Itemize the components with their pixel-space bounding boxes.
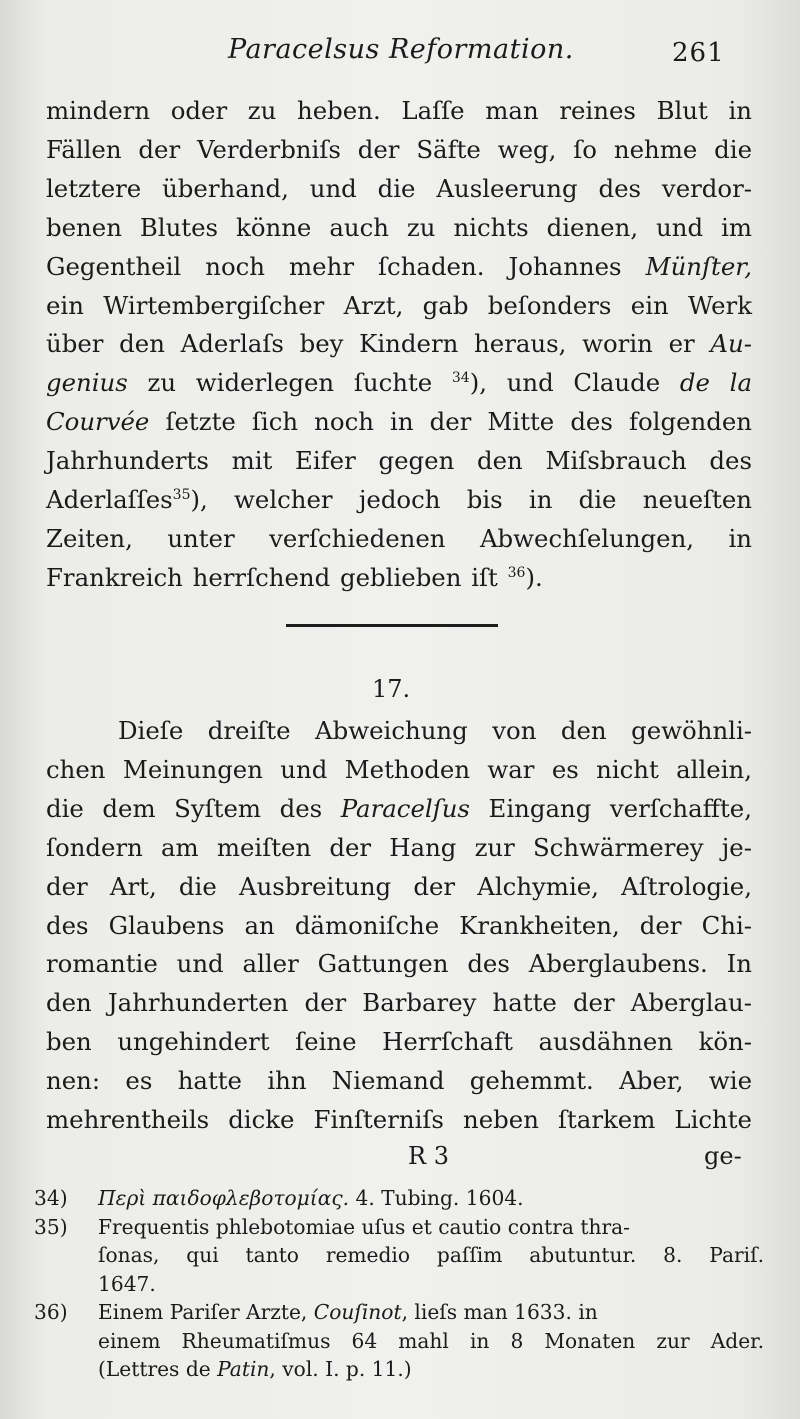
- footnote-35: [34, 1213, 764, 1242]
- footnotes: [34, 1184, 764, 1384]
- person-name: de la: [679, 368, 752, 398]
- footnote-ref: 35: [172, 486, 191, 503]
- text-line: [46, 559, 752, 598]
- text-line: [46, 364, 752, 403]
- person-name: genius: [46, 368, 128, 398]
- footnote-ref: 36: [507, 564, 526, 581]
- text-segment: Frankreich herrſchend geblieben iſt: [46, 562, 498, 592]
- text-line: des Glaubens an dämoniſche Krankheiten, der Chi-: [46, 910, 752, 940]
- footnote-text: 4. Tubing. 1604.: [349, 1186, 524, 1210]
- person-name: Paracelſus: [340, 793, 470, 823]
- person-name: Couſinot: [313, 1300, 402, 1324]
- text-line: [46, 325, 752, 364]
- text-line: mindern oder zu heben. Laſſe man reines Blut in: [46, 96, 752, 125]
- text-segment: zu widerlegen ſuchte: [127, 368, 452, 398]
- text-line: benen Blutes könne auch zu nichts dienen, und im: [46, 212, 752, 242]
- footnote-text: (Lettres de: [98, 1357, 218, 1381]
- footnote-text: Frequentis phlebotomiae uſus et cautio contra thra-: [98, 1214, 631, 1239]
- text-line: letztere überhand, und die Ausleerung des verdor-: [46, 173, 752, 203]
- person-name: Münſter,: [645, 251, 752, 281]
- footnote-text: Einem Pariſer Arzte,: [98, 1300, 314, 1324]
- text-segment: ſetzte ſich noch in der Mitte des folgenden: [149, 407, 752, 437]
- section-number: 17.: [372, 675, 411, 703]
- text-line: Dieſe dreiſte Abweichung von den gewöhnli-: [118, 716, 752, 745]
- text-line: Zeiten, unter verſchiedenen Abwechſelungen, in: [46, 523, 752, 553]
- text-line: mehrentheils dicke Finſterniſs neben ſtarkem Lichte: [46, 1105, 752, 1135]
- footnote-number: 34): [34, 1186, 68, 1210]
- person-name: Au-: [710, 329, 752, 359]
- footnote-ref: 34: [451, 370, 470, 387]
- text-segment: die dem Syſtem des: [46, 793, 341, 823]
- footnote-34: [34, 1184, 764, 1213]
- footnote-text: [34, 1355, 764, 1384]
- text-segment: ).: [525, 562, 543, 592]
- signature-line: [0, 1142, 800, 1178]
- running-head: Paracelsus Reformation.: [228, 34, 574, 65]
- paragraph-1: [46, 92, 752, 598]
- text-line: chen Meinungen und Methoden war es nicht allein,: [46, 754, 752, 784]
- footnote-36: [34, 1298, 764, 1327]
- text-segment: über den Aderlaſs bey Kindern heraus, worin er: [46, 329, 711, 359]
- text-line: [46, 481, 752, 520]
- text-segment: Eingang verſchaffte,: [469, 793, 752, 823]
- page-header: [0, 34, 800, 78]
- text-line: nen: es hatte ihn Niemand gehemmt. Aber, wie: [46, 1066, 752, 1096]
- text-segment: Gegentheil noch mehr ſchaden. Johannes: [46, 251, 646, 281]
- paragraph-2: [46, 712, 752, 1140]
- footnote-text: , vol. I. p. 11.): [269, 1357, 412, 1381]
- text-segment: Aderlaſſes: [46, 485, 173, 515]
- text-line: der Art, die Ausbreitung der Alchymie, Aſtrologie,: [46, 871, 752, 901]
- text-line: den Jahrhunderten der Barbarey hatte der Aberglau-: [46, 988, 752, 1018]
- text-line: [46, 403, 752, 442]
- text-line: [46, 790, 752, 829]
- text-line: romantie und aller Gattungen des Aberglaubens. In: [46, 949, 752, 979]
- footnote-number: 35): [34, 1214, 68, 1239]
- footnote-text: einem Rheumatiſmus 64 mahl in 8 Monaten zur Ader.: [98, 1328, 764, 1353]
- text-line: Fällen der Verderbniſs der Säfte weg, ſo nehme die: [46, 134, 752, 164]
- text-segment: ), welcher jedoch bis in die neueſten: [190, 485, 752, 515]
- person-name: Patin: [217, 1357, 270, 1381]
- text-line: ſondern am meiſten der Hang zur Schwärmerey je-: [46, 832, 752, 862]
- text-line: ben ungehindert ſeine Herrſchaft ausdähnen kön-: [46, 1027, 752, 1057]
- footnote-text: , lieſs man 1633. in: [401, 1300, 598, 1324]
- footnote-number: 36): [34, 1300, 68, 1324]
- footnote-text: ſonas, qui tanto remedio paſſim abutuntur. 8. Pariſ.: [98, 1243, 764, 1267]
- section-divider: [286, 624, 498, 627]
- text-line: [46, 248, 752, 287]
- catchword: ge-: [704, 1142, 742, 1170]
- footnote-text: 1647.: [98, 1271, 156, 1296]
- text-line: Jahrhunderts mit Eifer gegen den Miſsbrauch des: [46, 446, 752, 476]
- greek-title: Περὶ παιδοφλεβοτομίας.: [98, 1186, 350, 1210]
- person-name: Courvée: [46, 407, 150, 437]
- signature-mark: R 3: [408, 1142, 449, 1170]
- page-number: 261: [672, 38, 725, 68]
- text-line: ein Wirtembergiſcher Arzt, gab beſonders ein Werk: [46, 290, 752, 320]
- text-segment: ), und Claude: [469, 368, 680, 398]
